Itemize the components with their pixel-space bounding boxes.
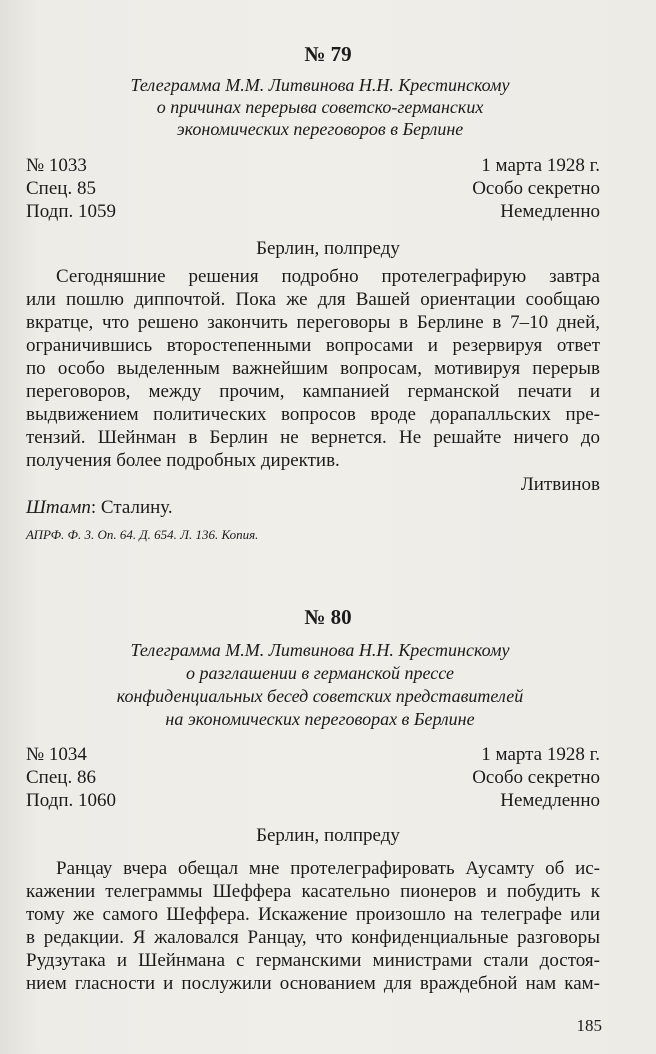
doc79-stamp-label: Штамп xyxy=(26,497,91,518)
doc79-stamp-value: : Сталину. xyxy=(90,497,173,518)
doc79-signature: Литвинов xyxy=(520,474,600,495)
doc79-addressee: Берлин, полпреду xyxy=(256,238,400,259)
doc80-title-line-2: о разглашении в германской прессе xyxy=(186,663,454,683)
doc79-meta-row-1 xyxy=(26,155,600,177)
doc79-stamp xyxy=(26,497,173,519)
doc79-body-line: тензий. Шейнман в Берлин не вернется. Не решайте ничего до xyxy=(26,427,600,448)
doc80-addressee: Берлин, полпреду xyxy=(256,825,400,846)
doc80-body-line: кажении телеграммы Шеффера касательно пионеров и побудить к xyxy=(26,881,600,902)
doc79-meta-row-3 xyxy=(26,201,600,223)
doc80-podp: Подп. 1060 xyxy=(26,790,117,811)
doc79-title-line-2: о причинах перерыва советско-германских xyxy=(156,97,484,117)
doc79-meta-row-2 xyxy=(26,178,600,200)
doc80-number: № 80 xyxy=(304,605,352,629)
doc80-meta-row-1 xyxy=(26,744,600,766)
doc79-body-line: переговоров, между прочим, кампанией германской печати и xyxy=(26,381,600,402)
doc80-body-line: Ранцау вчера обещал мне протелеграфировать Аусамту об ис- xyxy=(56,858,600,879)
doc80-title-line-4: на экономических переговорах в Берлине xyxy=(165,709,475,729)
doc80-body-line: в редакции. Я жаловался Ранцау, что конфиденциальные разговоры xyxy=(26,927,600,948)
doc80-meta-row-3 xyxy=(26,790,600,812)
doc79-reg-no: № 1033 xyxy=(26,155,87,176)
doc79-secrecy: Особо секретно xyxy=(472,178,600,199)
doc79-spec: Спец. 85 xyxy=(26,178,96,199)
doc80-secrecy: Особо секретно xyxy=(472,767,600,788)
doc80-title-line-1: Телеграмма М.М. Литвинова Н.Н. Крестинскому xyxy=(130,640,510,660)
page-number: 185 xyxy=(576,1016,602,1035)
doc79-body-line: вкратце, что решено закончить переговоры в Берлине в 7–10 дней, xyxy=(26,312,600,333)
doc79-body-line: выдвижением политических вопросов вроде дорапалльских пре- xyxy=(26,404,600,425)
doc80-body-line: нием гласности и послужили основанием для враждебной нам кам- xyxy=(26,973,600,994)
doc80-date: 1 марта 1928 г. xyxy=(481,744,600,765)
doc80-meta-row-2 xyxy=(26,767,600,789)
doc79-body-line: или пошлю диппочтой. Пока же для Вашей ориентации сообщаю xyxy=(26,289,600,310)
doc79-title-line-1: Телеграмма М.М. Литвинова Н.Н. Крестинскому xyxy=(130,75,510,95)
doc80-spec: Спец. 86 xyxy=(26,767,96,788)
doc79-archive-reference: АПРФ. Ф. 3. Оп. 64. Д. 654. Л. 136. Копия. xyxy=(26,527,259,542)
doc79-body-line: по особо выделенным важнейшим вопросам, мотивируя перерыв xyxy=(26,358,600,379)
doc80-body-line: тому же самого Шеффера. Искажение произошло на телеграфе или xyxy=(26,904,600,925)
doc79-body-line: получения более подробных директив. xyxy=(26,450,340,471)
doc79-date: 1 марта 1928 г. xyxy=(481,155,600,176)
doc79-title-line-3: экономических переговоров в Берлине xyxy=(176,119,464,139)
doc79-body-line: Сегодняшние решения подробно протелеграфирую завтра xyxy=(56,266,600,287)
doc79-number: № 79 xyxy=(304,42,352,66)
doc80-title-line-3: конфиденциальных бесед советских представителей xyxy=(116,686,524,706)
doc80-body-line: Рудзутака и Шейнмана с германскими министрами стали достоя- xyxy=(26,950,600,971)
doc79-urgency: Немедленно xyxy=(500,201,600,222)
doc80-reg-no: № 1034 xyxy=(26,744,87,765)
doc80-urgency: Немедленно xyxy=(500,790,600,811)
doc79-podp: Подп. 1059 xyxy=(26,201,117,222)
doc79-body-line: ограничившись второстепенными вопросами и резервируя ответ xyxy=(26,335,600,356)
